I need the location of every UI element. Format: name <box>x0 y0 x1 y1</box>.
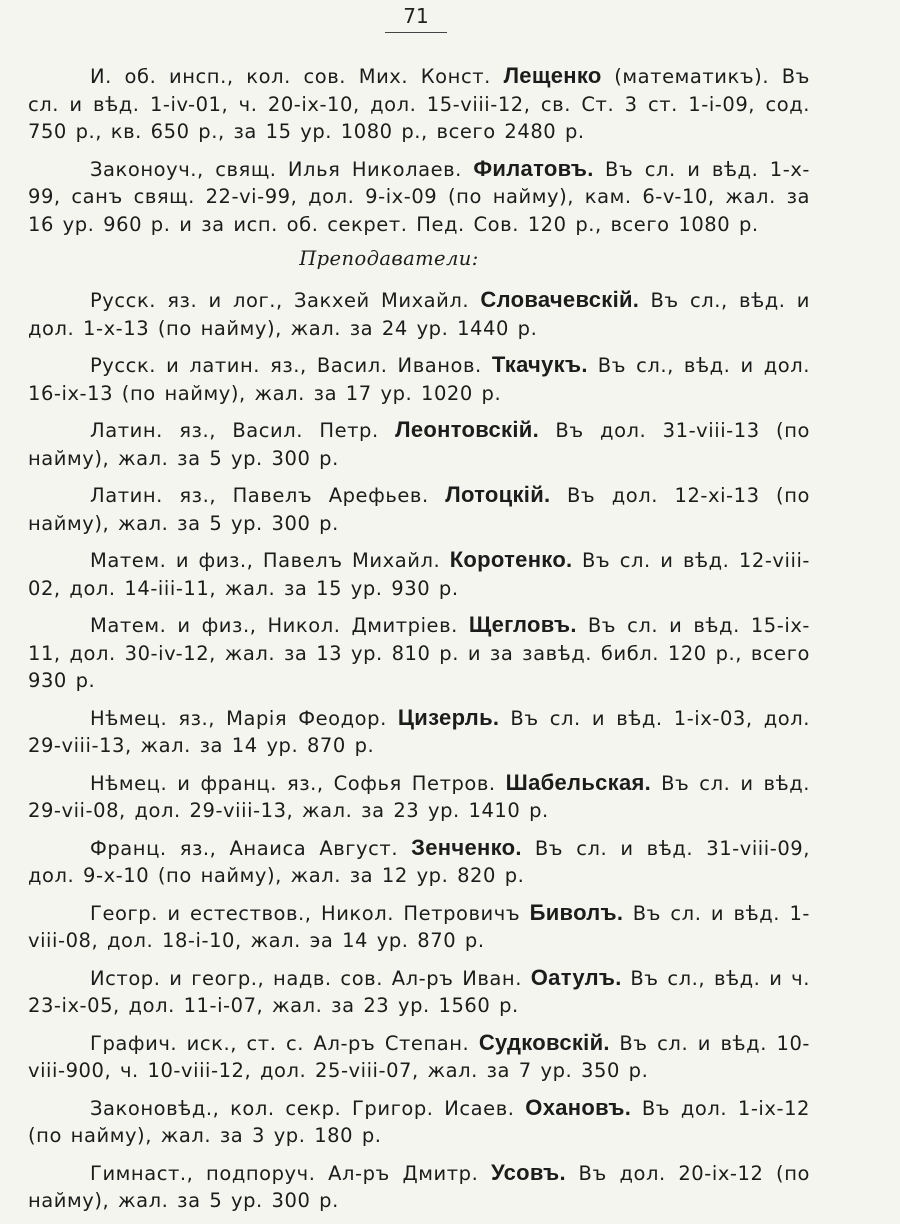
entry-surname: Усовъ. <box>491 1159 566 1185</box>
entry-surname: Цизерль. <box>397 704 500 730</box>
entry-details: Въ дол. 31-viii-13 (по найму), жал. за 5 ур. 300 р. <box>28 419 810 470</box>
entry-details: (математикъ). Въ сл. и вѣд. 1-iv-01, ч. 20-ix-10, дол. 15-viii-12, св. Ст. 3 ст. 1-i-09, сод. 750 р., кв. 650 р., за 15 ур. 1080 р., всего 2480 р. <box>28 65 810 143</box>
entry-details: Въ сл. и вѣд. 1-x-99, санъ свящ. 22-vi-99, дол. 9-ix-09 (по найму), кам. 6-v-10, жал. за 16 ур. 960 р. и за исп. об. секрет. Пед. Сов. 120 р., всего 1080 р. <box>28 157 810 236</box>
entry-staff <box>28 155 810 239</box>
entry-role: Нѣмец. и франц. яз., Софья Петров. <box>90 771 506 795</box>
entry-surname: Биволъ. <box>529 899 624 925</box>
entry-details: Въ дол. 12-xi-13 (по найму), жал. за 5 ур. 300 р. <box>28 484 810 535</box>
entry-teacher <box>28 704 810 760</box>
entry-surname: Словачевскій. <box>480 287 640 312</box>
entry-role: Геогр. и естествов., Никол. Петровичъ <box>90 901 530 925</box>
entry-teacher <box>28 1159 810 1215</box>
section-heading: Преподаватели: <box>299 247 479 270</box>
entry-role: Франц. яз., Анаиса Август. <box>90 836 412 860</box>
entry-surname: Шабельская. <box>505 769 652 795</box>
entry-surname: Лотоцкій. <box>445 482 551 507</box>
entry-surname: Ткачукъ. <box>491 352 588 377</box>
entry-teacher <box>28 286 810 342</box>
entry-role: Истор. и геогр., надв. сов. Ал-ръ Иван. <box>90 966 531 990</box>
entry-role: Нѣмец. яз., Марія Феодор. <box>90 706 398 730</box>
entry-details: Въ сл. и вѣд. 1-ix-03, дол. 29-viii-13, жал. за 14 ур. 870 р. <box>28 706 810 757</box>
entry-role: Законовѣд., кол. секр. Григор. Исаев. <box>90 1096 526 1120</box>
entry-surname: Леонтовскій. <box>395 417 540 442</box>
entry-details: Въ дол. 20-ix-12 (по найму), жал. за 5 ур. 300 р. <box>28 1161 810 1212</box>
entry-details: Въ сл., вѣд. и дол. 1-x-13 (по найму), жал. за 24 ур. 1440 р. <box>28 289 810 340</box>
entry-role: Гимнаст., подпоруч. Ал-ръ Дмитр. <box>90 1161 491 1185</box>
entry-teacher <box>28 964 810 1020</box>
entry-staff <box>28 62 810 146</box>
entry-surname: Охановъ. <box>525 1094 632 1120</box>
entry-surname: Коротенко. <box>449 547 573 572</box>
entry-details: Въ сл. и вѣд. 15-ix-11, дол. 30-iv-12, жал. за 13 ур. 810 р. и за завѣд. библ. 120 р., всего 930 р. <box>28 614 810 692</box>
entry-details: Въ сл. и вѣд. 29-vii-08, дол. 29-viii-13, жал. за 23 ур. 1410 р. <box>28 771 811 822</box>
entry-teacher <box>28 351 810 407</box>
entry-surname: Щегловъ. <box>468 612 577 637</box>
entry-teacher <box>28 481 810 537</box>
entry-role: Латин. яз., Васил. Петр. <box>90 419 396 442</box>
entry-details: Въ дол. 1-ix-12 (по найму), жал. за 3 ур. 180 р. <box>28 1096 810 1147</box>
entry-teacher <box>28 834 810 890</box>
entry-details: Въ сл. и вѣд. 31-viii-09, дол. 9-x-10 (по найму), жал. за 12 ур. 820 р. <box>28 836 810 887</box>
entry-teacher <box>28 1029 810 1085</box>
entry-details: Въ сл. и вѣд. 1-viii-08, дол. 18-i-10, жал. эа 14 ур. 870 р. <box>28 901 810 952</box>
entry-teacher <box>28 611 810 695</box>
entry-surname: Судковскій. <box>478 1029 610 1055</box>
entry-teacher <box>28 416 810 472</box>
entry-role: Законоуч., свящ. Илья Николаев. <box>90 157 474 181</box>
entry-role: Графич. иск., ст. с. Ал-ръ Степан. <box>90 1031 479 1055</box>
entry-teacher <box>28 899 810 955</box>
entries-list <box>28 62 810 1224</box>
entry-role: Латин. яз., Павелъ Арефьев. <box>90 484 446 507</box>
entry-teacher <box>28 769 810 825</box>
entry-role: И. об. инсп., кол. сов. Мих. Конст. <box>90 65 504 88</box>
entry-role: Матем. и физ., Никол. Дмитріев. <box>90 614 469 637</box>
entry-details: Въ сл. и вѣд. 10-viii-900, ч. 10-viii-12, дол. 25-viii-07, жал. за 7 ур. 350 р. <box>28 1031 810 1082</box>
entry-surname: Лещенко <box>503 63 602 88</box>
entry-details: Въ сл., вѣд. и ч. 23-ix-05, дол. 11-i-07, жал. за 23 ур. 1560 р. <box>28 966 811 1017</box>
entry-surname: Филатовъ. <box>473 155 594 181</box>
entry-teacher <box>28 1094 810 1150</box>
entry-role: Матем. и физ., Павелъ Михайл. <box>90 549 450 572</box>
page-number: 71 <box>385 4 447 33</box>
entry-teacher <box>28 546 810 602</box>
entry-surname: Оатулъ. <box>530 964 622 990</box>
entry-surname: Зенченко. <box>411 834 522 860</box>
entry-role: Русск. яз. и лог., Закхей Михайл. <box>90 289 481 312</box>
entry-details: Въ сл. и вѣд. 12-viii-02, дол. 14-iii-11, жал. за 15 ур. 930 р. <box>28 549 810 600</box>
entry-role: Русск. и латин. яз., Васил. Иванов. <box>90 354 492 377</box>
entry-details: Въ сл., вѣд. и дол. 16-ix-13 (по найму), жал. за 17 ур. 1020 р. <box>28 354 810 405</box>
